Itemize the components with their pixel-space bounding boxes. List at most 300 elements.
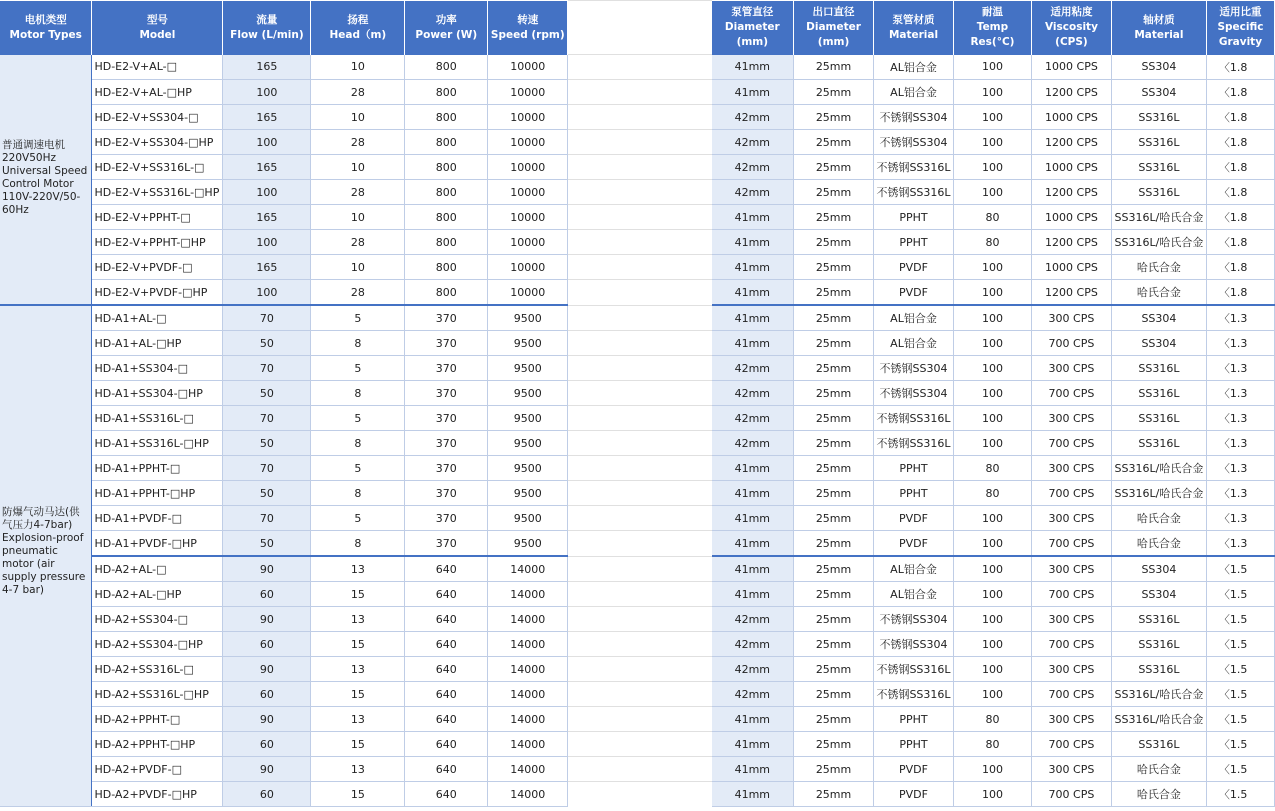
cell-outlet-diameter: 25mm xyxy=(794,632,874,657)
cell-temp: 100 xyxy=(954,556,1032,582)
cell-material: AL铝合金 xyxy=(874,305,954,331)
cell-speed: 14000 xyxy=(488,757,568,782)
cell-temp: 100 xyxy=(954,406,1032,431)
cell-flow: 165 xyxy=(223,55,311,80)
cell-power: 640 xyxy=(405,582,488,607)
header-label-en: Model xyxy=(139,28,176,41)
cell-specific-gravity: 〈1.8 xyxy=(1206,155,1274,180)
cell-speed: 10000 xyxy=(488,105,568,130)
cell-gap xyxy=(568,757,712,782)
cell-temp: 100 xyxy=(954,130,1032,155)
cell-specific-gravity: 〈1.5 xyxy=(1206,757,1274,782)
cell-flow: 90 xyxy=(223,556,311,582)
cell-flow: 60 xyxy=(223,732,311,757)
cell-viscosity: 700 CPS xyxy=(1031,381,1111,406)
cell-head: 10 xyxy=(311,105,405,130)
header-label-zh: 适用粘度 xyxy=(1050,6,1093,18)
cell-specific-gravity: 〈1.8 xyxy=(1206,130,1274,155)
table-row xyxy=(0,632,1275,657)
cell-speed: 10000 xyxy=(488,255,568,280)
cell-material: PVDF xyxy=(874,506,954,531)
cell-model: HD-A1+SS304-□ xyxy=(92,356,223,381)
cell-model: HD-A2+AL-□HP xyxy=(92,582,223,607)
cell-outlet-diameter: 25mm xyxy=(794,305,874,331)
cell-outlet-diameter: 25mm xyxy=(794,381,874,406)
cell-diameter: 42mm xyxy=(712,356,794,381)
cell-specific-gravity: 〈1.8 xyxy=(1206,105,1274,130)
cell-head: 8 xyxy=(311,381,405,406)
cell-power: 800 xyxy=(405,105,488,130)
cell-material: PPHT xyxy=(874,456,954,481)
table-row xyxy=(0,431,1275,456)
table-row xyxy=(0,607,1275,632)
table-row xyxy=(0,305,1275,331)
cell-viscosity: 700 CPS xyxy=(1031,632,1111,657)
cell-temp: 80 xyxy=(954,205,1032,230)
table-row xyxy=(0,406,1275,431)
table-row xyxy=(0,205,1275,230)
header-label-zh: 泵管材质 xyxy=(892,13,935,26)
table-row xyxy=(0,556,1275,582)
cell-viscosity: 700 CPS xyxy=(1031,331,1111,356)
cell-viscosity: 300 CPS xyxy=(1031,556,1111,582)
cell-speed: 14000 xyxy=(488,582,568,607)
cell-speed: 10000 xyxy=(488,55,568,80)
header-label-zh: 流量 xyxy=(256,13,278,26)
cell-outlet-diameter: 25mm xyxy=(794,481,874,506)
cell-speed: 9500 xyxy=(488,305,568,331)
cell-material: AL铝合金 xyxy=(874,556,954,582)
cell-flow: 50 xyxy=(223,381,311,406)
cell-head: 5 xyxy=(311,506,405,531)
cell-model: HD-E2-V+SS304-□HP xyxy=(92,130,223,155)
cell-power: 370 xyxy=(405,506,488,531)
cell-diameter: 41mm xyxy=(712,556,794,582)
cell-model: HD-A2+SS316L-□HP xyxy=(92,682,223,707)
cell-speed: 9500 xyxy=(488,456,568,481)
cell-outlet-diameter: 25mm xyxy=(794,506,874,531)
cell-specific-gravity: 〈1.8 xyxy=(1206,205,1274,230)
cell-viscosity: 1000 CPS xyxy=(1031,155,1111,180)
table-row xyxy=(0,657,1275,682)
cell-gap xyxy=(568,280,712,306)
cell-shaft-material: SS316L/哈氏合金 xyxy=(1111,230,1206,255)
cell-power: 370 xyxy=(405,406,488,431)
cell-viscosity: 300 CPS xyxy=(1031,406,1111,431)
cell-temp: 100 xyxy=(954,180,1032,205)
cell-specific-gravity: 〈1.8 xyxy=(1206,255,1274,280)
cell-specific-gravity: 〈1.3 xyxy=(1206,506,1274,531)
cell-model: HD-A2+SS304-□ xyxy=(92,607,223,632)
cell-specific-gravity: 〈1.3 xyxy=(1206,305,1274,331)
header-label-zh: 出口直径 xyxy=(812,6,855,18)
cell-material: 不锈钢SS316L xyxy=(874,180,954,205)
header-row xyxy=(0,1,1275,55)
cell-model: HD-E2-V+AL-□HP xyxy=(92,80,223,105)
cell-model: HD-A2+SS304-□HP xyxy=(92,632,223,657)
cell-diameter: 41mm xyxy=(712,707,794,732)
cell-power: 370 xyxy=(405,356,488,381)
cell-speed: 9500 xyxy=(488,481,568,506)
cell-model: HD-A1+PPHT-□ xyxy=(92,456,223,481)
cell-viscosity: 300 CPS xyxy=(1031,707,1111,732)
cell-viscosity: 700 CPS xyxy=(1031,732,1111,757)
table-row xyxy=(0,105,1275,130)
cell-power: 800 xyxy=(405,180,488,205)
cell-material: 不锈钢SS316L xyxy=(874,657,954,682)
cell-viscosity: 1200 CPS xyxy=(1031,130,1111,155)
cell-speed: 10000 xyxy=(488,280,568,306)
cell-model: HD-E2-V+PPHT-□HP xyxy=(92,230,223,255)
cell-gap xyxy=(568,732,712,757)
cell-temp: 100 xyxy=(954,632,1032,657)
cell-power: 640 xyxy=(405,632,488,657)
header-speed xyxy=(488,1,568,55)
cell-viscosity: 300 CPS xyxy=(1031,607,1111,632)
cell-viscosity: 1000 CPS xyxy=(1031,55,1111,80)
cell-model: HD-A1+PVDF-□HP xyxy=(92,531,223,557)
cell-diameter: 41mm xyxy=(712,506,794,531)
cell-outlet-diameter: 25mm xyxy=(794,757,874,782)
cell-outlet-diameter: 25mm xyxy=(794,607,874,632)
cell-gap xyxy=(568,381,712,406)
cell-specific-gravity: 〈1.3 xyxy=(1206,381,1274,406)
cell-viscosity: 300 CPS xyxy=(1031,456,1111,481)
cell-head: 13 xyxy=(311,556,405,582)
cell-viscosity: 1200 CPS xyxy=(1031,230,1111,255)
cell-material: 不锈钢SS304 xyxy=(874,632,954,657)
cell-specific-gravity: 〈1.3 xyxy=(1206,356,1274,381)
cell-shaft-material: 哈氏合金 xyxy=(1111,280,1206,306)
cell-speed: 14000 xyxy=(488,707,568,732)
cell-gap xyxy=(568,607,712,632)
cell-diameter: 41mm xyxy=(712,481,794,506)
cell-material: PPHT xyxy=(874,707,954,732)
cell-flow: 50 xyxy=(223,531,311,557)
cell-flow: 70 xyxy=(223,356,311,381)
cell-temp: 100 xyxy=(954,55,1032,80)
cell-viscosity: 700 CPS xyxy=(1031,782,1111,807)
cell-viscosity: 700 CPS xyxy=(1031,582,1111,607)
cell-flow: 60 xyxy=(223,582,311,607)
cell-outlet-diameter: 25mm xyxy=(794,707,874,732)
cell-flow: 100 xyxy=(223,180,311,205)
cell-speed: 9500 xyxy=(488,531,568,557)
cell-material: 不锈钢SS304 xyxy=(874,381,954,406)
cell-motor-type: 普通调速电机220V50Hz Universal Speed Control Motor 110V-220V/50-60Hz xyxy=(0,55,92,306)
cell-shaft-material: 哈氏合金 xyxy=(1111,757,1206,782)
cell-viscosity: 300 CPS xyxy=(1031,305,1111,331)
cell-shaft-material: SS316L xyxy=(1111,105,1206,130)
cell-power: 640 xyxy=(405,732,488,757)
cell-diameter: 42mm xyxy=(712,155,794,180)
cell-shaft-material: SS304 xyxy=(1111,80,1206,105)
cell-flow: 60 xyxy=(223,782,311,807)
table-row xyxy=(0,55,1275,80)
cell-model: HD-A1+AL-□HP xyxy=(92,331,223,356)
cell-head: 10 xyxy=(311,205,405,230)
cell-head: 13 xyxy=(311,657,405,682)
cell-shaft-material: 哈氏合金 xyxy=(1111,255,1206,280)
cell-outlet-diameter: 25mm xyxy=(794,682,874,707)
cell-shaft-material: SS304 xyxy=(1111,331,1206,356)
header-label-zh: 泵管直径 xyxy=(731,6,774,18)
cell-material: 不锈钢SS316L xyxy=(874,682,954,707)
cell-gap xyxy=(568,55,712,80)
cell-shaft-material: 哈氏合金 xyxy=(1111,531,1206,557)
cell-outlet-diameter: 25mm xyxy=(794,280,874,306)
cell-shaft-material: SS316L/哈氏合金 xyxy=(1111,481,1206,506)
cell-outlet-diameter: 25mm xyxy=(794,556,874,582)
cell-model: HD-E2-V+PVDF-□HP xyxy=(92,280,223,306)
cell-material: PPHT xyxy=(874,230,954,255)
cell-viscosity: 700 CPS xyxy=(1031,531,1111,557)
cell-specific-gravity: 〈1.3 xyxy=(1206,406,1274,431)
cell-model: HD-A2+PPHT-□ xyxy=(92,707,223,732)
cell-power: 370 xyxy=(405,431,488,456)
cell-power: 800 xyxy=(405,280,488,306)
table-row xyxy=(0,456,1275,481)
cell-temp: 100 xyxy=(954,682,1032,707)
cell-speed: 9500 xyxy=(488,506,568,531)
cell-flow: 165 xyxy=(223,255,311,280)
cell-flow: 100 xyxy=(223,230,311,255)
cell-speed: 14000 xyxy=(488,682,568,707)
cell-outlet-diameter: 25mm xyxy=(794,255,874,280)
cell-gap xyxy=(568,632,712,657)
cell-flow: 165 xyxy=(223,105,311,130)
cell-outlet-diameter: 25mm xyxy=(794,55,874,80)
cell-head: 5 xyxy=(311,356,405,381)
cell-outlet-diameter: 25mm xyxy=(794,180,874,205)
cell-model: HD-A1+SS304-□HP xyxy=(92,381,223,406)
cell-head: 10 xyxy=(311,155,405,180)
cell-material: PPHT xyxy=(874,481,954,506)
cell-specific-gravity: 〈1.3 xyxy=(1206,431,1274,456)
cell-head: 8 xyxy=(311,481,405,506)
cell-speed: 14000 xyxy=(488,632,568,657)
cell-viscosity: 1000 CPS xyxy=(1031,205,1111,230)
cell-shaft-material: SS316L/哈氏合金 xyxy=(1111,707,1206,732)
header-label-en: Specific Gravity xyxy=(1217,21,1264,48)
cell-gap xyxy=(568,130,712,155)
table-row xyxy=(0,481,1275,506)
cell-model: HD-E2-V+SS316L-□ xyxy=(92,155,223,180)
cell-flow: 100 xyxy=(223,130,311,155)
cell-model: HD-A1+AL-□ xyxy=(92,305,223,331)
cell-shaft-material: SS316L xyxy=(1111,607,1206,632)
cell-diameter: 41mm xyxy=(712,80,794,105)
cell-shaft-material: SS304 xyxy=(1111,582,1206,607)
cell-temp: 100 xyxy=(954,105,1032,130)
cell-diameter: 42mm xyxy=(712,180,794,205)
cell-diameter: 41mm xyxy=(712,331,794,356)
cell-head: 13 xyxy=(311,757,405,782)
cell-specific-gravity: 〈1.5 xyxy=(1206,732,1274,757)
cell-speed: 9500 xyxy=(488,406,568,431)
cell-power: 640 xyxy=(405,556,488,582)
cell-gap xyxy=(568,556,712,582)
cell-temp: 80 xyxy=(954,707,1032,732)
cell-specific-gravity: 〈1.8 xyxy=(1206,280,1274,306)
table-row xyxy=(0,280,1275,306)
header-specific-gravity xyxy=(1206,1,1274,55)
cell-diameter: 42mm xyxy=(712,130,794,155)
cell-speed: 9500 xyxy=(488,381,568,406)
cell-gap xyxy=(568,80,712,105)
cell-outlet-diameter: 25mm xyxy=(794,582,874,607)
cell-specific-gravity: 〈1.5 xyxy=(1206,582,1274,607)
cell-gap xyxy=(568,682,712,707)
cell-head: 28 xyxy=(311,180,405,205)
cell-material: 不锈钢SS304 xyxy=(874,607,954,632)
cell-specific-gravity: 〈1.5 xyxy=(1206,556,1274,582)
cell-speed: 14000 xyxy=(488,607,568,632)
cell-temp: 80 xyxy=(954,230,1032,255)
header-temp-res xyxy=(954,1,1032,55)
cell-gap xyxy=(568,531,712,557)
cell-gap xyxy=(568,782,712,807)
cell-material: 不锈钢SS304 xyxy=(874,130,954,155)
cell-gap xyxy=(568,506,712,531)
cell-speed: 9500 xyxy=(488,431,568,456)
cell-shaft-material: SS316L/哈氏合金 xyxy=(1111,205,1206,230)
cell-power: 800 xyxy=(405,205,488,230)
cell-power: 370 xyxy=(405,381,488,406)
cell-model: HD-A2+PPHT-□HP xyxy=(92,732,223,757)
cell-head: 15 xyxy=(311,682,405,707)
cell-model: HD-A1+PPHT-□HP xyxy=(92,481,223,506)
cell-power: 370 xyxy=(405,305,488,331)
cell-specific-gravity: 〈1.8 xyxy=(1206,230,1274,255)
cell-outlet-diameter: 25mm xyxy=(794,331,874,356)
header-viscosity xyxy=(1031,1,1111,55)
cell-head: 28 xyxy=(311,80,405,105)
cell-speed: 10000 xyxy=(488,130,568,155)
cell-material: PVDF xyxy=(874,531,954,557)
cell-temp: 100 xyxy=(954,305,1032,331)
header-label-zh: 轴材质 xyxy=(1143,13,1175,26)
cell-viscosity: 700 CPS xyxy=(1031,431,1111,456)
cell-material: 不锈钢SS316L xyxy=(874,431,954,456)
cell-flow: 70 xyxy=(223,305,311,331)
cell-speed: 14000 xyxy=(488,782,568,807)
cell-power: 640 xyxy=(405,607,488,632)
cell-speed: 10000 xyxy=(488,80,568,105)
cell-speed: 9500 xyxy=(488,331,568,356)
cell-gap xyxy=(568,180,712,205)
header-pump-diameter xyxy=(712,1,794,55)
header-outlet-diameter xyxy=(794,1,874,55)
cell-temp: 100 xyxy=(954,280,1032,306)
cell-power: 800 xyxy=(405,80,488,105)
cell-specific-gravity: 〈1.5 xyxy=(1206,632,1274,657)
cell-flow: 90 xyxy=(223,757,311,782)
header-shaft-material xyxy=(1111,1,1206,55)
cell-temp: 100 xyxy=(954,531,1032,557)
cell-viscosity: 300 CPS xyxy=(1031,356,1111,381)
cell-head: 10 xyxy=(311,255,405,280)
cell-specific-gravity: 〈1.8 xyxy=(1206,80,1274,105)
cell-diameter: 41mm xyxy=(712,732,794,757)
cell-power: 370 xyxy=(405,456,488,481)
header-label-zh: 型号 xyxy=(146,13,168,26)
cell-flow: 50 xyxy=(223,481,311,506)
cell-head: 15 xyxy=(311,782,405,807)
cell-material: PPHT xyxy=(874,732,954,757)
cell-material: 不锈钢SS316L xyxy=(874,155,954,180)
header-motor-type xyxy=(0,1,92,55)
header-model xyxy=(92,1,223,55)
table-row xyxy=(0,757,1275,782)
cell-gap xyxy=(568,155,712,180)
cell-gap xyxy=(568,707,712,732)
cell-head: 13 xyxy=(311,707,405,732)
cell-flow: 70 xyxy=(223,456,311,481)
cell-gap xyxy=(568,431,712,456)
cell-gap xyxy=(568,456,712,481)
cell-speed: 14000 xyxy=(488,657,568,682)
cell-head: 5 xyxy=(311,406,405,431)
cell-speed: 10000 xyxy=(488,155,568,180)
cell-viscosity: 700 CPS xyxy=(1031,481,1111,506)
cell-temp: 80 xyxy=(954,732,1032,757)
cell-model: HD-E2-V+SS304-□ xyxy=(92,105,223,130)
cell-diameter: 42mm xyxy=(712,105,794,130)
cell-diameter: 41mm xyxy=(712,280,794,306)
cell-gap xyxy=(568,481,712,506)
cell-shaft-material: SS304 xyxy=(1111,55,1206,80)
cell-shaft-material: 哈氏合金 xyxy=(1111,506,1206,531)
cell-temp: 100 xyxy=(954,607,1032,632)
header-label-zh: 功率 xyxy=(435,13,457,26)
cell-viscosity: 700 CPS xyxy=(1031,682,1111,707)
cell-outlet-diameter: 25mm xyxy=(794,80,874,105)
cell-head: 15 xyxy=(311,732,405,757)
cell-shaft-material: SS316L xyxy=(1111,180,1206,205)
cell-temp: 100 xyxy=(954,757,1032,782)
cell-model: HD-E2-V+PVDF-□ xyxy=(92,255,223,280)
table-row xyxy=(0,782,1275,807)
table-row xyxy=(0,180,1275,205)
cell-outlet-diameter: 25mm xyxy=(794,356,874,381)
cell-model: HD-E2-V+SS316L-□HP xyxy=(92,180,223,205)
header-label-zh: 电机类型 xyxy=(24,13,67,26)
cell-speed: 14000 xyxy=(488,732,568,757)
cell-outlet-diameter: 25mm xyxy=(794,406,874,431)
cell-temp: 100 xyxy=(954,255,1032,280)
cell-material: PVDF xyxy=(874,782,954,807)
cell-model: HD-A1+SS316L-□HP xyxy=(92,431,223,456)
cell-outlet-diameter: 25mm xyxy=(794,732,874,757)
cell-temp: 100 xyxy=(954,431,1032,456)
header-label-en: Viscosity (CPS) xyxy=(1044,21,1098,48)
cell-gap xyxy=(568,356,712,381)
cell-outlet-diameter: 25mm xyxy=(794,657,874,682)
cell-shaft-material: 哈氏合金 xyxy=(1111,782,1206,807)
cell-gap xyxy=(568,406,712,431)
cell-temp: 100 xyxy=(954,782,1032,807)
cell-material: PVDF xyxy=(874,255,954,280)
cell-head: 10 xyxy=(311,55,405,80)
header-label-en: Material xyxy=(1134,28,1184,41)
table-row xyxy=(0,682,1275,707)
cell-head: 5 xyxy=(311,305,405,331)
cell-speed: 10000 xyxy=(488,205,568,230)
cell-temp: 100 xyxy=(954,155,1032,180)
cell-flow: 100 xyxy=(223,80,311,105)
cell-gap xyxy=(568,582,712,607)
